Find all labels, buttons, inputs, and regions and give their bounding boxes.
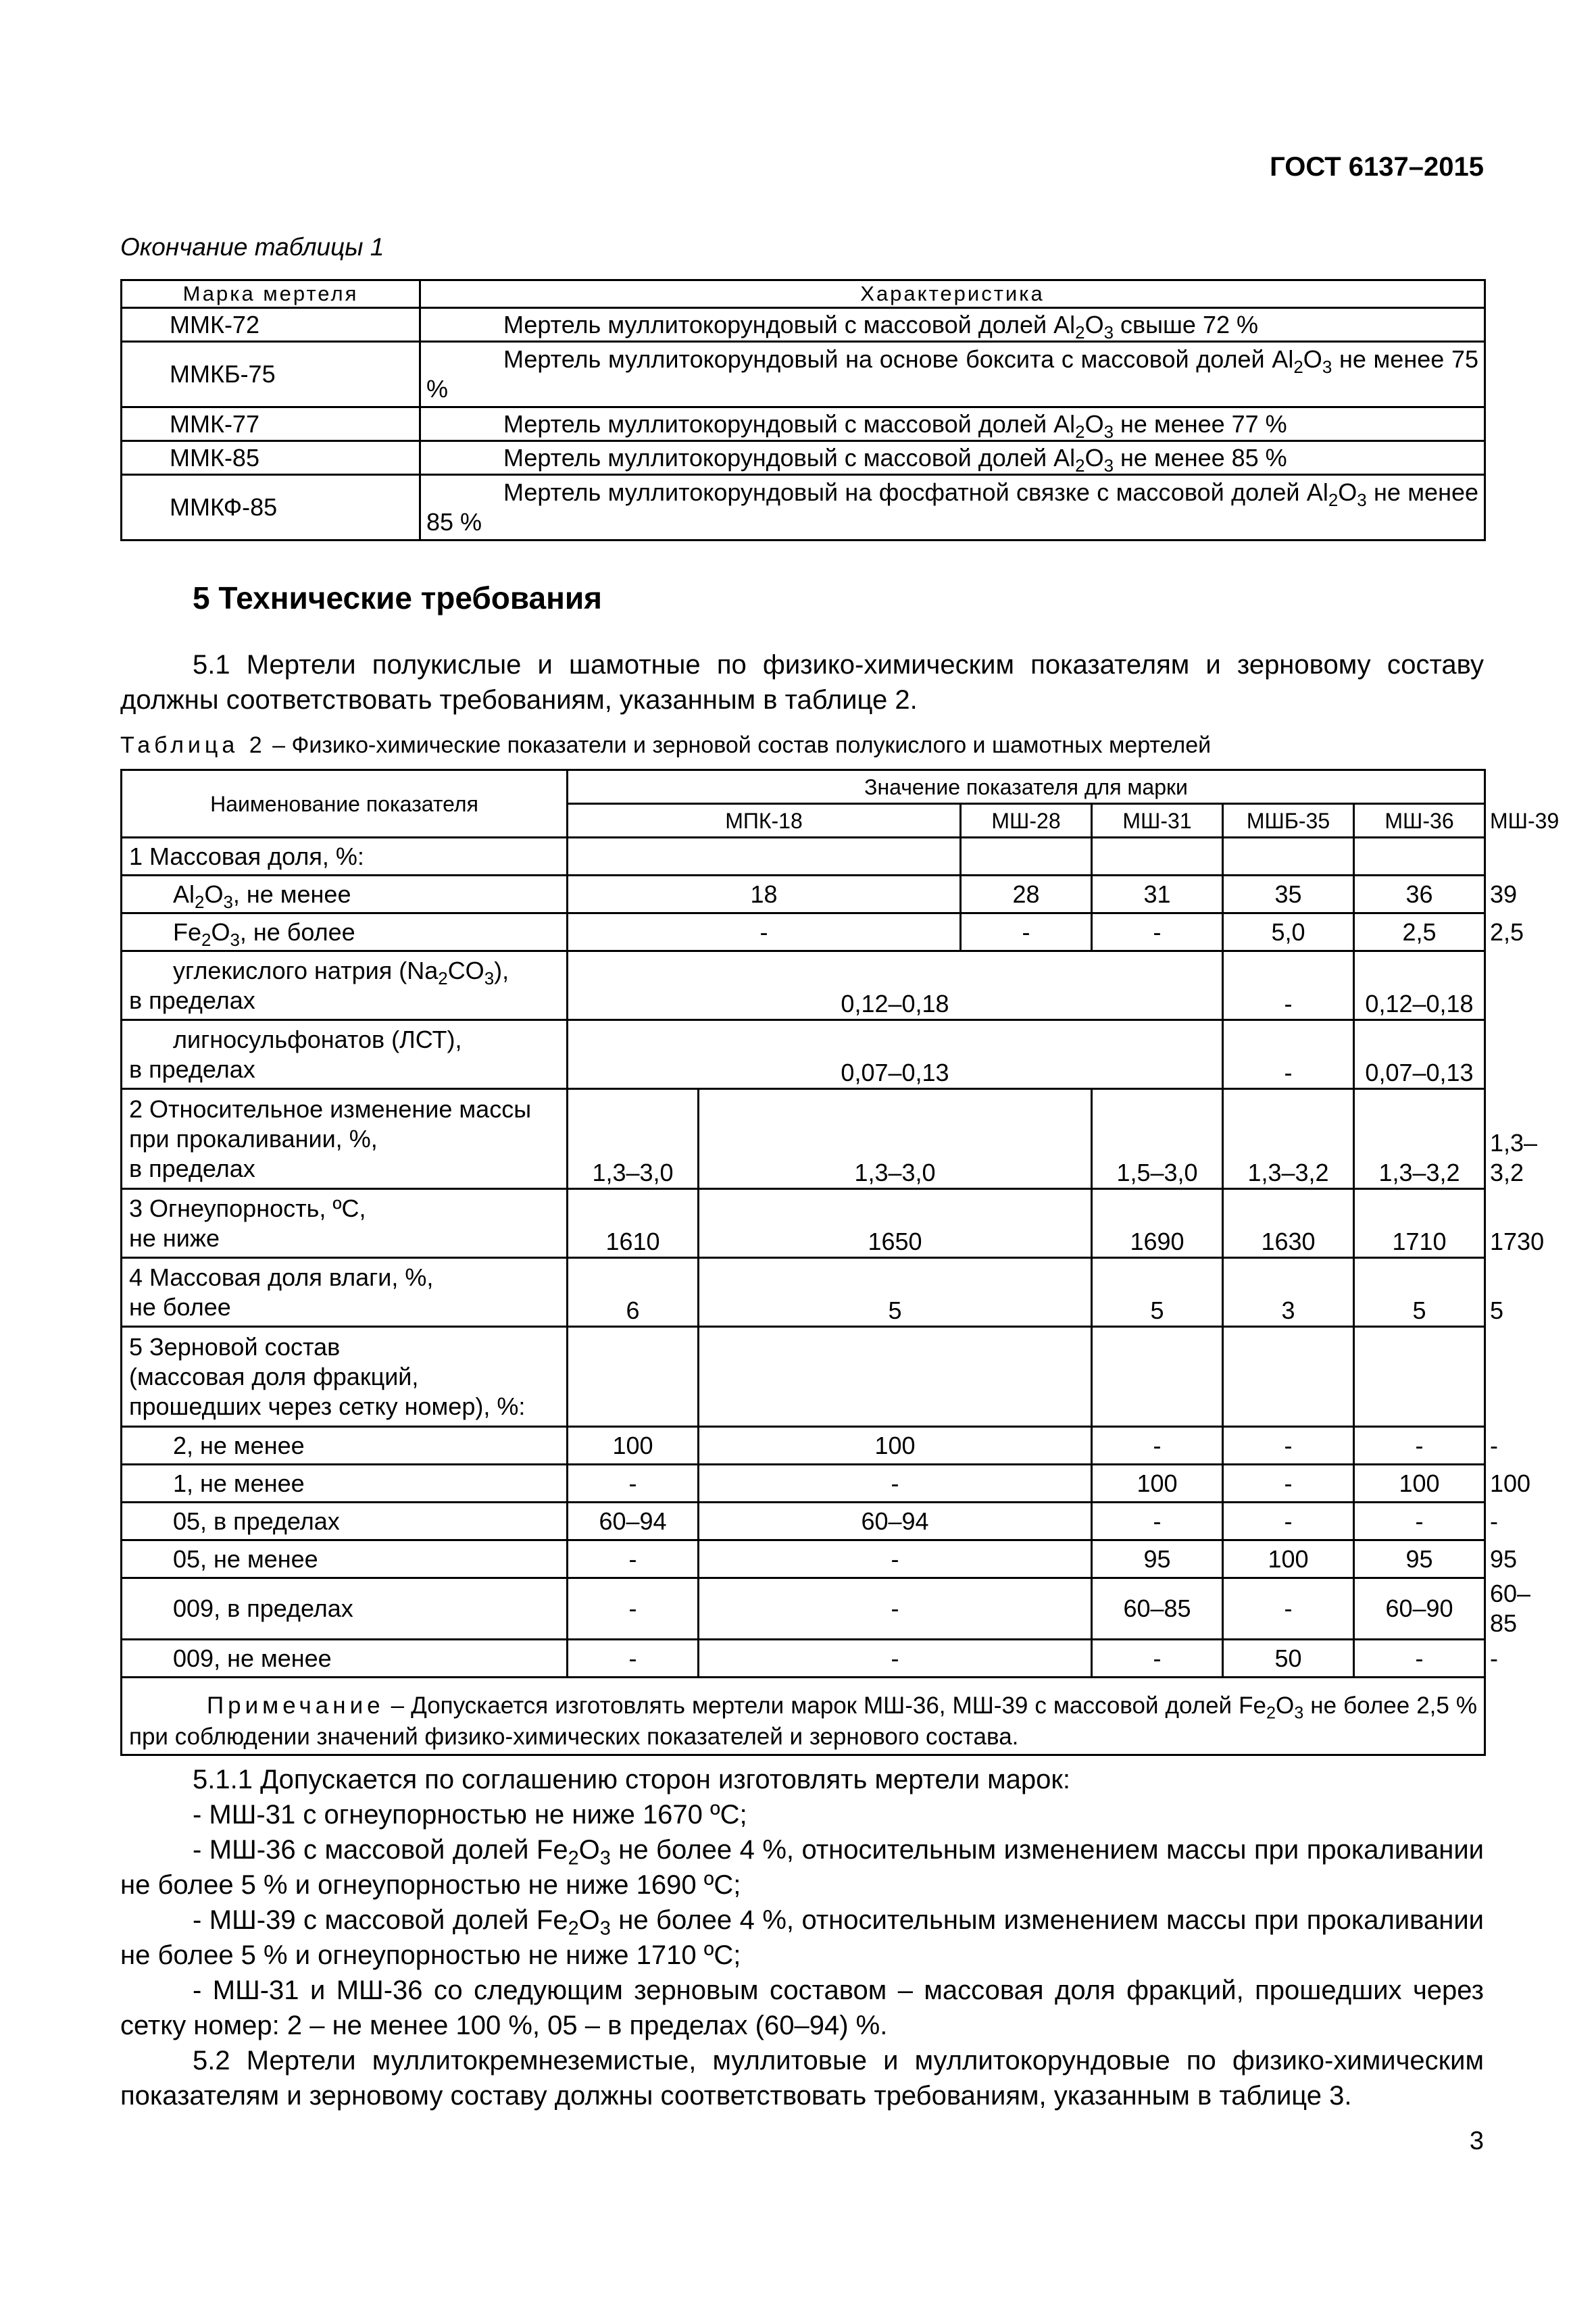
row-label: 009, в пределах xyxy=(122,1578,568,1640)
value-cell: - xyxy=(699,1540,1092,1578)
value-cell: - xyxy=(1092,913,1223,951)
bullet-item: - МШ-31 и МШ-36 со следующим зерновым составом – массовая доля фракций, прошедших через сетку номер: 2 – не менее 100 %, 05 – в пределах (60–94) %. xyxy=(120,1976,1484,2040)
value-cell: 1690 xyxy=(1092,1189,1223,1258)
value-cell: 35 xyxy=(1223,876,1354,913)
head-value-cell: Значение показателя для марки xyxy=(568,770,1485,804)
value-cell: 1,3–3,0 xyxy=(699,1089,1092,1189)
value-cell: 2,5 xyxy=(1354,913,1485,951)
row-label: 05, в пределах xyxy=(122,1503,568,1540)
table1 xyxy=(120,279,1486,541)
value-cell: 18 xyxy=(568,876,961,913)
table2 xyxy=(120,769,1560,1756)
value-cell: 60–94 xyxy=(568,1503,699,1540)
head-name-cell: Наименование показателя xyxy=(122,770,568,838)
table2-header-row xyxy=(122,770,1485,804)
value-cell: 100 xyxy=(699,1427,1092,1465)
value-cell: - xyxy=(1223,1465,1354,1503)
table-row xyxy=(122,475,1485,540)
value-cell: - xyxy=(1223,951,1354,1020)
table2-note: Примечание – Допускается изготовлять мертели марок МШ-36, МШ-39 с массовой долей $Fe_2O_3$ не более 2,5 % при соблюдении значений физико-химических показателей и зернового состава. xyxy=(122,1678,1485,1755)
value-cell: 60–90 xyxy=(1354,1578,1485,1640)
value-cell: 5 xyxy=(699,1258,1092,1327)
row-label: 1, не менее xyxy=(122,1465,568,1503)
value-cell: 36 xyxy=(1354,876,1485,913)
row-label: 05, не менее xyxy=(122,1540,568,1578)
value-cell: - xyxy=(1223,1020,1354,1089)
table-row: 009, в пределах - - 60–85 - 60–90 60–85 xyxy=(122,1578,1485,1640)
table1-caption: Окончание таблицы 1 xyxy=(120,233,384,261)
paragraph-5-1-1: 5.1.1 Допускается по соглашению сторон изготовлять мертели марок: xyxy=(193,1765,1071,1794)
value-cell: 60–85 xyxy=(1092,1578,1223,1640)
value-cell: - xyxy=(1223,1578,1354,1640)
table-row: 009, не менее - - - 50 - - xyxy=(122,1640,1485,1678)
brand-cell: МШ-28 xyxy=(961,804,1092,838)
value-cell: - xyxy=(568,1465,699,1503)
brand-cell: МШБ-35 xyxy=(1223,804,1354,838)
row-label: 2, не менее xyxy=(122,1427,568,1465)
value-cell: 60–94 xyxy=(699,1503,1092,1540)
paragraph-5-1: 5.1 Мертели полукислые и шамотные по физико-химическим показателям и зерновому составу должны соответствовать требованиям, указанным в таблице 2. xyxy=(120,650,1484,715)
value-cell: - xyxy=(1092,1427,1223,1465)
value-cell: 1630 xyxy=(1223,1189,1354,1258)
section-title: 5 Технические требования xyxy=(193,580,602,615)
row-label: $Al_2O_3$, не менее xyxy=(122,876,568,913)
characteristic-cell: Мертель муллитокорундовый с массовой долей $Al_2O_3$ не менее 77 % xyxy=(420,407,1485,441)
mark-cell: ММК-72 xyxy=(122,308,420,342)
characteristic-cell: Мертель муллитокорундовый с массовой долей $Al_2O_3$ свыше 72 % xyxy=(420,308,1485,342)
row-label: углекислого натрия $(Na_2CO_3)$, в пределах xyxy=(122,951,568,1020)
paragraph-5-2: 5.2 Мертели муллитокремнеземистые, муллитовые и муллитокорундовые по физико-химическим показателям и зерновому составу должны соответствовать требованиям, указанным в таблице 3. xyxy=(120,2046,1484,2111)
value-cell: - xyxy=(568,1578,699,1640)
value-cell: 1,3–3,2 xyxy=(1223,1089,1354,1189)
value-cell: 50 xyxy=(1223,1640,1354,1678)
value-cell: - xyxy=(1092,1503,1223,1540)
value-cell: 1,3–3,2 xyxy=(1354,1089,1485,1189)
table-row: 3 Огнеупорность, ºС, не ниже 1610 1650 1690 1630 1710 1730 xyxy=(122,1189,1485,1258)
value-cell: - xyxy=(568,1640,699,1678)
value-cell: 3 xyxy=(1223,1258,1354,1327)
value-cell: 5,0 xyxy=(1223,913,1354,951)
table-row xyxy=(122,838,1485,876)
value-cell: 1650 xyxy=(699,1189,1092,1258)
table1-col-mark: Марка мертеля xyxy=(122,280,420,308)
table2-caption: Таблица 2 – Физико-химические показатели и зерновой состав полукислого и шамотных мертелей xyxy=(120,732,1212,758)
value-cell: 6 xyxy=(568,1258,699,1327)
table-row xyxy=(122,441,1485,475)
value-cell: 1610 xyxy=(568,1189,699,1258)
characteristic-cell: Мертель муллитокорундовый на основе боксита с массовой долей $Al_2O_3$ не менее 75 % xyxy=(420,342,1485,407)
table-row xyxy=(122,951,1485,1020)
value-cell: - xyxy=(1354,1640,1485,1678)
value-cell: 28 xyxy=(961,876,1092,913)
value-cell: 100 xyxy=(1223,1540,1354,1578)
mark-cell: ММК-85 xyxy=(122,441,420,475)
value-cell: 0,07–0,13 xyxy=(1354,1020,1485,1089)
value-cell: - xyxy=(568,1540,699,1578)
row-label: 1 Массовая доля, %: xyxy=(122,838,568,876)
value-cell: 100 xyxy=(1092,1465,1223,1503)
document-id: ГОСТ 6137–2015 xyxy=(1270,152,1484,182)
value-cell: - xyxy=(1354,1427,1485,1465)
value-cell: - xyxy=(1223,1427,1354,1465)
value-cell: 95 xyxy=(1354,1540,1485,1578)
row-label: лигносульфонатов (ЛСТ), в пределах xyxy=(122,1020,568,1089)
table-row: $Al_2O_3$, не менее 18 28 31 35 36 39 xyxy=(122,876,1485,913)
value-cell: 5 xyxy=(1092,1258,1223,1327)
table-row: 2 Относительное изменение массы при прокаливании, %, в пределах 1,3–3,0 1,3–3,0 1,5–3,0 1,3–3,2 1,3–3,2 1,3–3,2 xyxy=(122,1089,1485,1189)
value-cell: - xyxy=(699,1578,1092,1640)
row-label: 3 Огнеупорность, ºС, не ниже xyxy=(122,1189,568,1258)
value-cell: - xyxy=(961,913,1092,951)
value-cell: 100 xyxy=(1354,1465,1485,1503)
table-row: 05, в пределах 60–94 60–94 - - - - xyxy=(122,1503,1485,1540)
table2-brands-row: МПК-18 МШ-28 МШ-31 МШБ-35 МШ-36 МШ-39 xyxy=(122,804,1485,838)
table-row: 2, не менее 100 100 - - - - xyxy=(122,1427,1485,1465)
value-cell: - xyxy=(568,913,961,951)
table-row: 4 Массовая доля влаги, %, не более 6 5 5 3 5 5 xyxy=(122,1258,1485,1327)
value-cell: 5 xyxy=(1354,1258,1485,1327)
mark-cell: ММКБ-75 xyxy=(122,342,420,407)
value-cell: 1,5–3,0 xyxy=(1092,1089,1223,1189)
table1-header-row xyxy=(122,280,1485,308)
value-cell: 1710 xyxy=(1354,1189,1485,1258)
value-cell: - xyxy=(1354,1503,1485,1540)
page-number: 3 xyxy=(1469,2127,1484,2155)
characteristic-cell: Мертель муллитокорундовый на фосфатной связке с массовой долей $Al_2O_3$ не менее 85 % xyxy=(420,475,1485,540)
characteristic-cell: Мертель муллитокорундовый с массовой долей $Al_2O_3$ не менее 85 % xyxy=(420,441,1485,475)
table-row xyxy=(122,1327,1485,1427)
value-cell: - xyxy=(699,1465,1092,1503)
row-label: 009, не менее xyxy=(122,1640,568,1678)
table2-note-row xyxy=(122,1678,1485,1755)
table-row: 05, не менее - - 95 100 95 95 xyxy=(122,1540,1485,1578)
value-cell: 95 xyxy=(1092,1540,1223,1578)
bullet-item: - МШ-39 с массовой долей $Fe_2O_3$ не более 4 %, относительным изменением массы при прокаливании не более 5 % и огнеупорностью не ниже 1710 ºС; xyxy=(120,1905,1485,1970)
table-row: 1, не менее - - 100 - 100 100 xyxy=(122,1465,1485,1503)
row-label: $Fe_2O_3$, не более xyxy=(122,913,568,951)
value-cell: 0,12–0,18 xyxy=(568,951,1223,1020)
brand-cell: МПК-18 xyxy=(568,804,961,838)
bullet-item: - МШ-31 с огнеупорностью не ниже 1670 ºС; xyxy=(193,1800,747,1830)
table-row xyxy=(122,1020,1485,1089)
value-cell: 0,07–0,13 xyxy=(568,1020,1223,1089)
table-row xyxy=(122,308,1485,342)
mark-cell: ММК-77 xyxy=(122,407,420,441)
value-cell: 100 xyxy=(568,1427,699,1465)
value-cell: 0,12–0,18 xyxy=(1354,951,1485,1020)
value-cell: - xyxy=(1092,1640,1223,1678)
brand-cell: МШ-36 xyxy=(1354,804,1485,838)
table-row xyxy=(122,407,1485,441)
table-row: $Fe_2O_3$, не более - - - 5,0 2,5 2,5 xyxy=(122,913,1485,951)
value-cell: 1,3–3,0 xyxy=(568,1089,699,1189)
table-row xyxy=(122,342,1485,407)
row-label: 5 Зерновой состав (массовая доля фракций, прошедших через сетку номер), %: xyxy=(122,1327,568,1427)
row-label: 4 Массовая доля влаги, %, не более xyxy=(122,1258,568,1327)
bullet-item: - МШ-36 с массовой долей $Fe_2O_3$ не более 4 %, относительным изменением массы при прокаливании не более 5 % и огнеупорностью не ниже 1690 ºС; xyxy=(120,1835,1485,1900)
mark-cell: ММКФ-85 xyxy=(122,475,420,540)
value-cell: - xyxy=(699,1640,1092,1678)
value-cell: - xyxy=(1223,1503,1354,1540)
brand-cell: МШ-31 xyxy=(1092,804,1223,838)
value-cell: 31 xyxy=(1092,876,1223,913)
table1-col-characteristic: Характеристика xyxy=(420,280,1485,308)
row-label: 2 Относительное изменение массы при прокаливании, %, в пределах xyxy=(122,1089,568,1189)
